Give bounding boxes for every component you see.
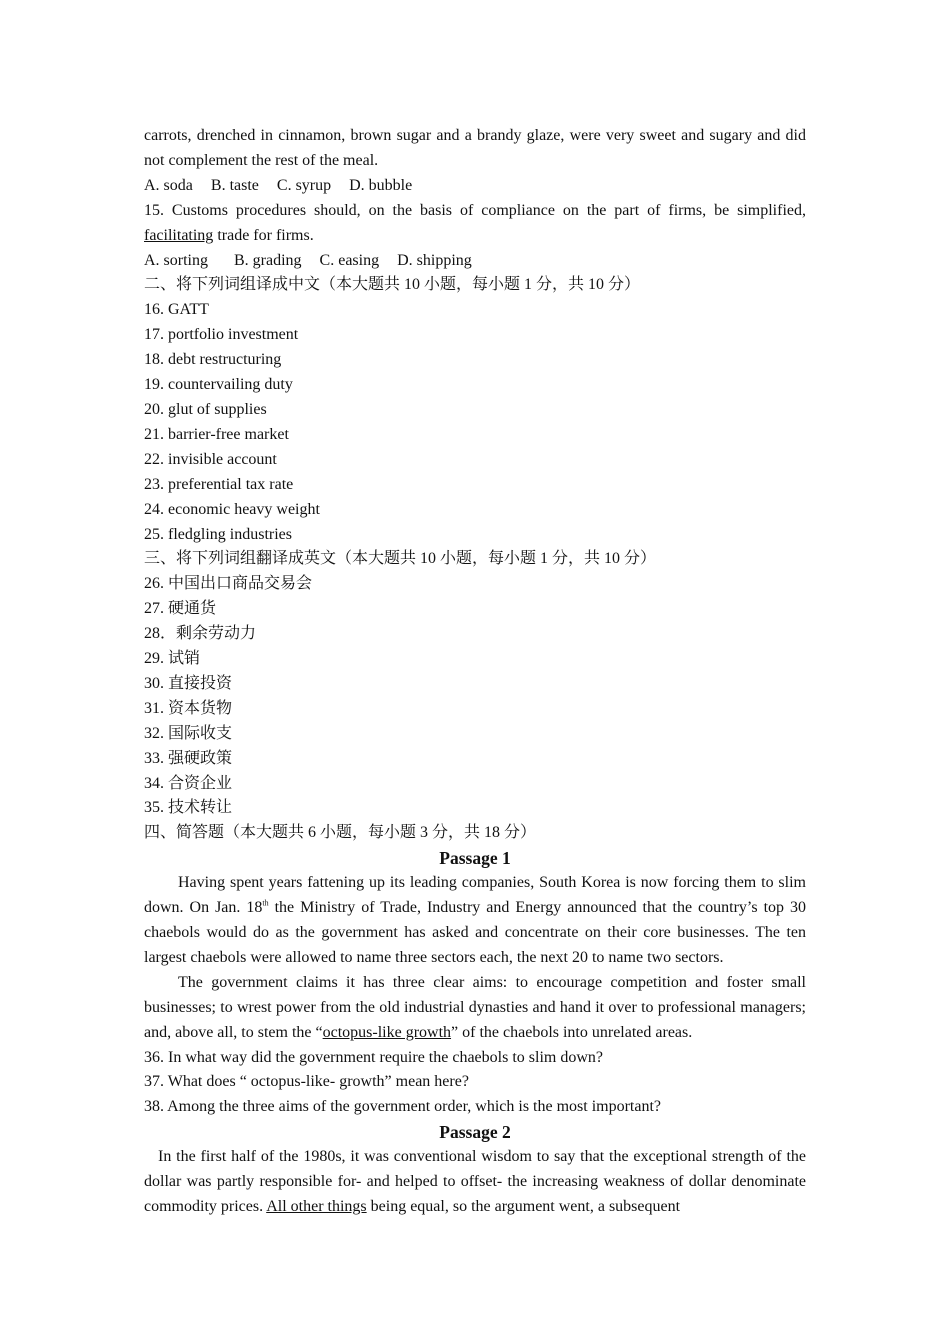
passage-1-paragraph-2	[144, 971, 806, 1046]
option-c: C. easing	[319, 251, 380, 269]
list-item: 18. debt restructuring	[144, 351, 282, 369]
question-15-prefix: 15. Customs procedures should, on the basis of compliance on the part of firms, be simplified,	[144, 201, 806, 219]
list-item: 25. fledgling industries	[144, 525, 292, 543]
passage-1-paragraph-1	[144, 871, 806, 971]
list-item: 33. 强硬政策	[144, 749, 233, 767]
option-a: A. sorting	[144, 251, 208, 269]
option-c: C. syrup	[276, 176, 332, 194]
list-item: 32. 国际收支	[144, 724, 233, 742]
passage-2-text: In the first half of the 1980s, it was conventional wisdom to say that the exceptional strength of the dollar was partly responsible for- and helped to offset- the increasing weakness of dollar denominate commodity prices.	[144, 1148, 806, 1215]
question-36: 36. In what way did the government require the chaebols to slim down?	[144, 1048, 603, 1066]
document-page	[144, 124, 806, 1220]
superscript: th	[262, 898, 269, 908]
list-item: 19. countervailing duty	[144, 376, 293, 394]
list-item: 35. 技术转让	[144, 799, 233, 817]
passage-1-text: the Ministry of Trade, Industry and Energy announced that the country’s top 30 chaebols would do as the government has asked and concentrate on their core businesses. The ten largest chaebols were allowed to name three sectors each, the next 20 to name two sectors.	[144, 899, 807, 966]
question-15-suffix: trade for firms.	[213, 226, 314, 244]
option-d: D. shipping	[397, 251, 472, 269]
question-14-continuation: carrots, drenched in cinnamon, brown sugar and a brandy glaze, were very sweet and sugary and did not complement the rest of the meal.	[144, 127, 806, 169]
section-3-title: 三、将下列词组翻译成英文（本大题共 10 小题，每小题 1 分，共 10 分）	[144, 550, 657, 568]
passage-2-paragraph-1	[144, 1145, 806, 1220]
list-item: 34. 合资企业	[144, 774, 233, 792]
list-item: 31. 资本货物	[144, 699, 233, 717]
list-item: 26. 中国出口商品交易会	[144, 575, 313, 593]
question-37: 37. What does “ octopus-like- growth” mean here?	[144, 1073, 469, 1091]
underlined-phrase: octopus-like growth	[322, 1023, 452, 1041]
section-4-title: 四、简答题（本大题共 6 小题，每小题 3 分，共 18 分）	[144, 824, 537, 842]
list-item: 28．剩余劳动力	[144, 625, 257, 643]
question-14-options	[144, 174, 806, 199]
list-item: 20. glut of supplies	[144, 400, 267, 418]
passage-1-text: ” of the chaebols into unrelated areas.	[451, 1023, 693, 1041]
section-2-title: 二、将下列词组译成中文（本大题共 10 小题，每小题 1 分，共 10 分）	[144, 276, 641, 294]
question-15-options	[144, 249, 806, 274]
question-38: 38. Among the three aims of the government order, which is the most important?	[144, 1098, 662, 1116]
underlined-phrase: All other things	[266, 1197, 367, 1215]
option-a: A. soda	[144, 176, 193, 194]
question-15-underlined: facilitating	[144, 226, 214, 244]
option-b: B. grading	[234, 251, 302, 269]
option-d: D. bubble	[349, 176, 413, 194]
passage-1-text: Having spent years fattening up its leading companies, South Korea is now forcing them to slim down. On Jan. 18	[144, 874, 806, 917]
list-item: 16. GATT	[144, 301, 209, 319]
list-item: 24. economic heavy weight	[144, 500, 320, 518]
list-item: 21. barrier-free market	[144, 425, 289, 443]
question-15	[144, 199, 806, 249]
list-item: 17. portfolio investment	[144, 326, 299, 344]
list-item: 23. preferential tax rate	[144, 475, 294, 493]
passage-2-text: being equal, so the argument went, a subsequent	[366, 1197, 681, 1215]
option-b: B. taste	[210, 176, 259, 194]
list-item: 30. 直接投资	[144, 674, 233, 692]
list-item: 29. 试销	[144, 650, 201, 668]
passage-1-text: The government claims it has three clear aims: to encourage competition and foster small businesses; to wrest power from the old industrial dynasties and hand it over to professional managers; and, above all, to stem the “	[144, 973, 806, 1041]
passage-2-heading: Passage 2	[439, 1122, 511, 1143]
list-item: 22. invisible account	[144, 450, 277, 468]
passage-1-heading: Passage 1	[439, 848, 511, 869]
list-item: 27. 硬通货	[144, 600, 217, 618]
